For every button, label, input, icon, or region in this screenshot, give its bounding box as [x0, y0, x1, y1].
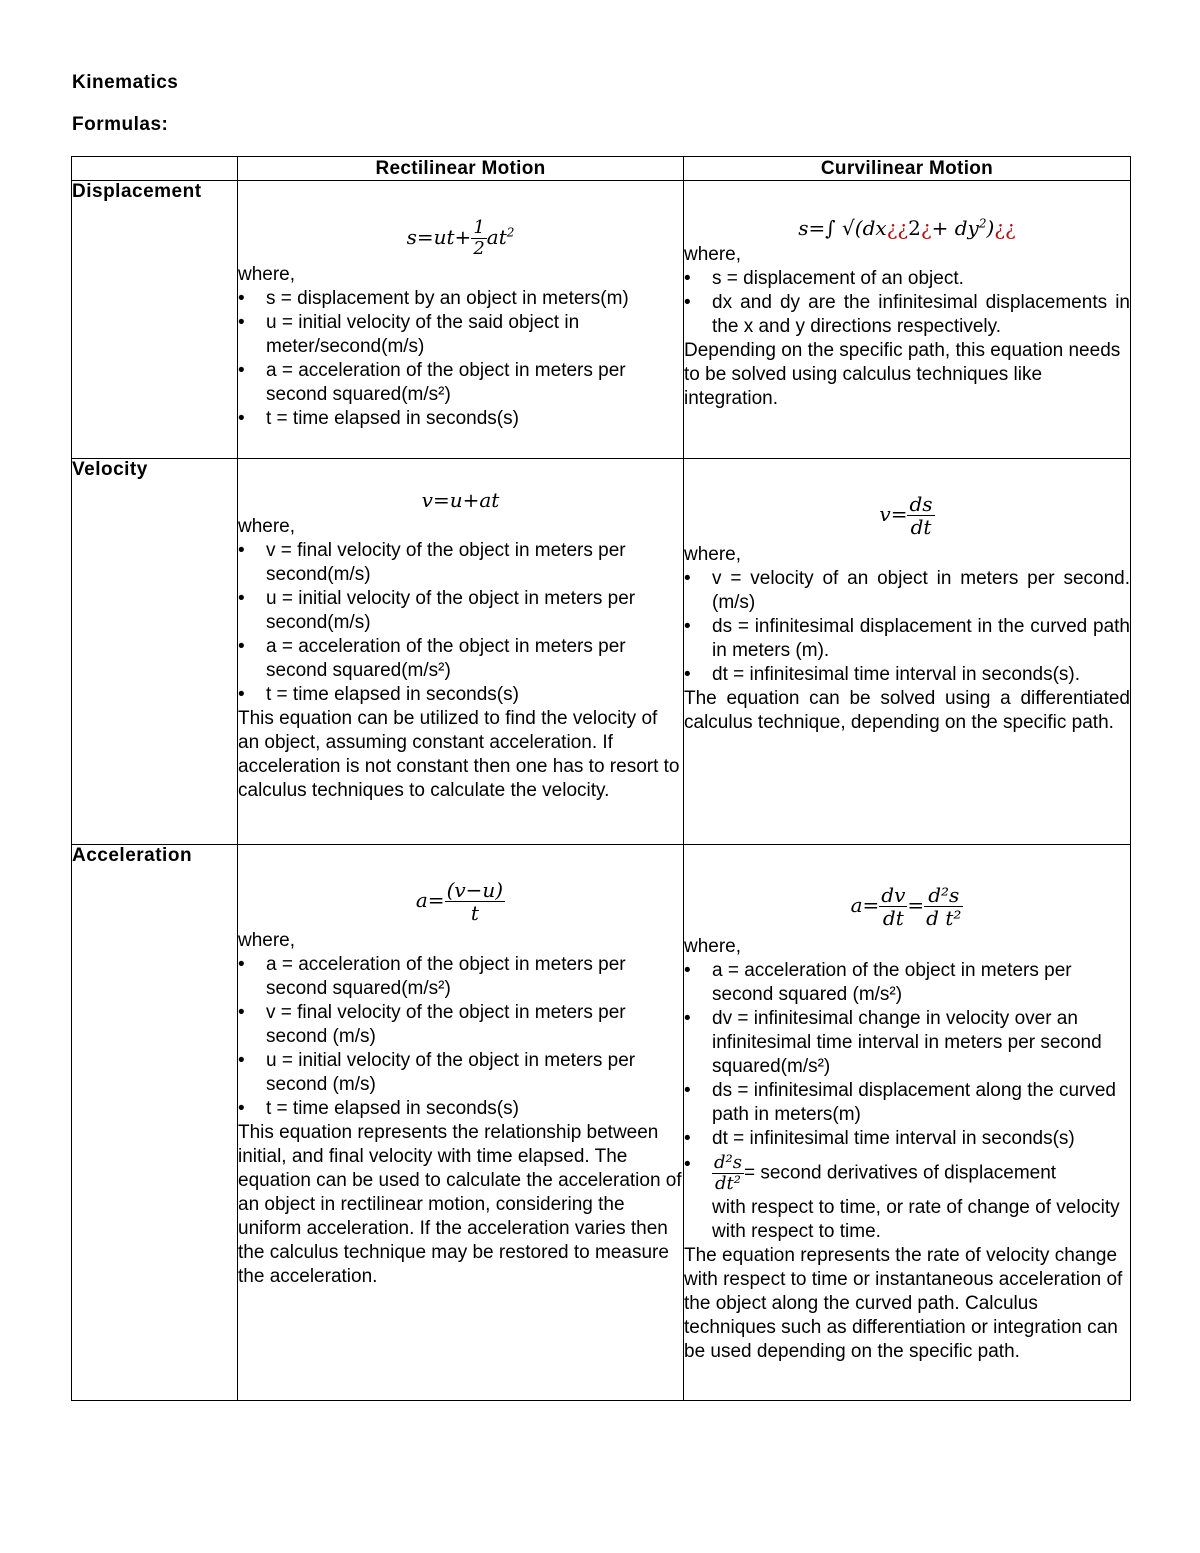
velocity-row [72, 459, 1131, 845]
acceleration-curvilinear-cell [684, 845, 1131, 1401]
fraction [907, 493, 934, 538]
acceleration-rectilinear-equation [238, 871, 683, 929]
velocity-curvilinear-list [684, 567, 1130, 687]
displacement-curvilinear-list [684, 267, 1130, 339]
equation-error-glyph: ¿¿ [994, 216, 1016, 240]
fraction [471, 218, 486, 259]
fraction-numerator: 1 [473, 217, 485, 238]
equation-text: a= [850, 893, 880, 917]
equation-text: s=ut+ [406, 225, 472, 249]
list-item: • a = acceleration of the object in meters per second squared (m/s²) [684, 959, 1130, 1007]
list-item-text: = second derivatives of displacement [743, 1162, 1057, 1184]
fraction-numerator: (v−u) [446, 878, 504, 902]
equation-text: = [907, 893, 925, 917]
fraction-denominator: dt² [715, 1173, 741, 1194]
list-item: • t = time elapsed in seconds(s) [238, 683, 683, 707]
equation-exponent: 2 [978, 216, 987, 231]
list-item: • a = acceleration of the object in meters per second squared(m/s²) [238, 635, 683, 683]
equation-error-glyph: ¿¿ [886, 216, 909, 240]
acceleration-row [72, 845, 1131, 1401]
acceleration-curvilinear-list [684, 959, 1130, 1244]
fraction-denominator: dt [882, 906, 904, 930]
fraction-denominator: dt [910, 515, 932, 539]
list-item: • a = acceleration of the object in meters per second squared(m/s²) [238, 953, 683, 1001]
where-label: where, [684, 544, 742, 565]
formulas-table [71, 156, 1131, 1401]
list-item: • s = displacement of an object. [684, 267, 1130, 291]
document-subtitle: Formulas: [72, 114, 169, 135]
displacement-label: Displacement [72, 181, 238, 459]
acceleration-rectilinear-list [238, 953, 683, 1121]
list-item: • t = time elapsed in seconds(s) [238, 1097, 683, 1121]
list-item: • dt = infinitesimal time interval in seconds(s). [684, 663, 1130, 687]
list-item: • ds = infinitesimal displacement along the curved path in meters(m) [684, 1079, 1130, 1127]
equation-text: ) [986, 216, 995, 240]
header-rectilinear: Rectilinear Motion [238, 157, 684, 181]
acceleration-curvilinear-note: The equation represents the rate of velocity change with respect to time or instantaneous acceleration of the object along the curved path. Calculus techniques such as differentiation or integration can be used depending on the specific path. [684, 1245, 1123, 1362]
list-item: • ds = infinitesimal displacement in the curved path in meters (m). [684, 615, 1130, 663]
list-item: • a = acceleration of the object in meters per second squared(m/s²) [238, 359, 683, 407]
velocity-curvilinear-note: The equation can be solved using a differentiated calculus technique, depending on the specific path. [684, 688, 1130, 733]
acceleration-rectilinear-note: This equation represents the relationship between initial, and final velocity with time elapsed. The equation can be used to calculate the acceleration of an object in rectilinear motion, considering the uniform acceleration. If the acceleration varies then the calculus technique may be restored to measure the acceleration. [238, 1122, 682, 1287]
acceleration-label: Acceleration [72, 845, 238, 1401]
displacement-curvilinear-note: Depending on the specific path, this equation needs to be solved using calculus techniques like integration. [684, 340, 1121, 409]
list-item: • v = final velocity of the object in meters per second(m/s) [238, 539, 683, 587]
list-item: • u = initial velocity of the object in meters per second (m/s) [238, 1049, 683, 1097]
velocity-curvilinear-equation [684, 485, 1130, 543]
acceleration-rectilinear-cell [238, 845, 684, 1401]
list-item: • u = initial velocity of the object in meters per second(m/s) [238, 587, 683, 635]
document-title: Kinematics [72, 72, 179, 93]
velocity-rectilinear-equation: v=u+at [421, 488, 500, 512]
list-item: • dx and dy are the infinitesimal displacements in the x and y directions respectively. [684, 291, 1130, 339]
fraction [445, 879, 506, 924]
header-curvilinear: Curvilinear Motion [684, 157, 1131, 181]
fraction [924, 884, 963, 929]
equation-text: at [486, 225, 507, 249]
where-label: where, [238, 516, 296, 537]
fraction-denominator: t [470, 901, 479, 925]
where-label: where, [238, 930, 296, 951]
displacement-curvilinear-cell [684, 181, 1131, 459]
list-item: • s = displacement by an object in meters(m) [238, 287, 683, 311]
list-item-continuation: with respect to time, or rate of change of velocity with respect to time. [712, 1197, 1120, 1242]
list-item: • dt = infinitesimal time interval in seconds(s) [684, 1127, 1130, 1151]
velocity-rectilinear-cell [238, 459, 684, 845]
equation-text: 2 [908, 216, 921, 240]
fraction-numerator: • d²s [714, 1152, 742, 1173]
equation-exponent: 2 [506, 225, 515, 240]
equation-error-glyph: ¿ [920, 216, 932, 240]
list-item: • u = initial velocity of the said object in meter/second(m/s) [238, 311, 683, 359]
list-item: • v = final velocity of the object in meters per second (m/s) [238, 1001, 683, 1049]
displacement-rectilinear-equation [238, 211, 683, 263]
list-item: • v = velocity of an object in meters per second.(m/s) [684, 567, 1130, 615]
where-label: where, [238, 264, 296, 285]
velocity-curvilinear-cell [684, 459, 1131, 845]
equation-text: v= [879, 502, 908, 526]
fraction-numerator: ds [909, 492, 933, 516]
where-label: where, [684, 244, 742, 265]
velocity-label: Velocity [72, 459, 238, 845]
fraction-denominator: d t² [926, 906, 962, 930]
displacement-row [72, 181, 1131, 459]
displacement-rectilinear-cell [238, 181, 684, 459]
acceleration-curvilinear-equation [684, 875, 1130, 935]
displacement-rectilinear-list [238, 287, 683, 431]
list-item [684, 1153, 1130, 1244]
displacement-curvilinear-equation [684, 213, 1130, 243]
where-label: where, [684, 936, 742, 957]
list-item: • t = time elapsed in seconds(s) [238, 407, 683, 431]
header-row [72, 157, 1131, 181]
fraction [879, 884, 907, 929]
equation-text: a= [415, 888, 445, 912]
fraction-numerator: dv [881, 883, 906, 907]
fraction-denominator: 2 [473, 238, 485, 259]
fraction [712, 1153, 744, 1194]
velocity-rectilinear-note: This equation can be utilized to find the velocity of an object, assuming constant acceleration. If acceleration is not constant then one has to resort to calculus techniques to calculate the velocity. [238, 708, 680, 801]
equation-text: + dy [931, 216, 979, 240]
fraction-numerator: d²s [924, 884, 963, 907]
header-empty [72, 157, 238, 181]
second-derivative-fraction [712, 1153, 744, 1194]
velocity-rectilinear-list [238, 539, 683, 707]
equation-text: s=∫ √(dx [798, 216, 887, 240]
list-item: • dv = infinitesimal change in velocity over an infinitesimal time interval in meters per second squared(m/s²) [684, 1007, 1130, 1079]
